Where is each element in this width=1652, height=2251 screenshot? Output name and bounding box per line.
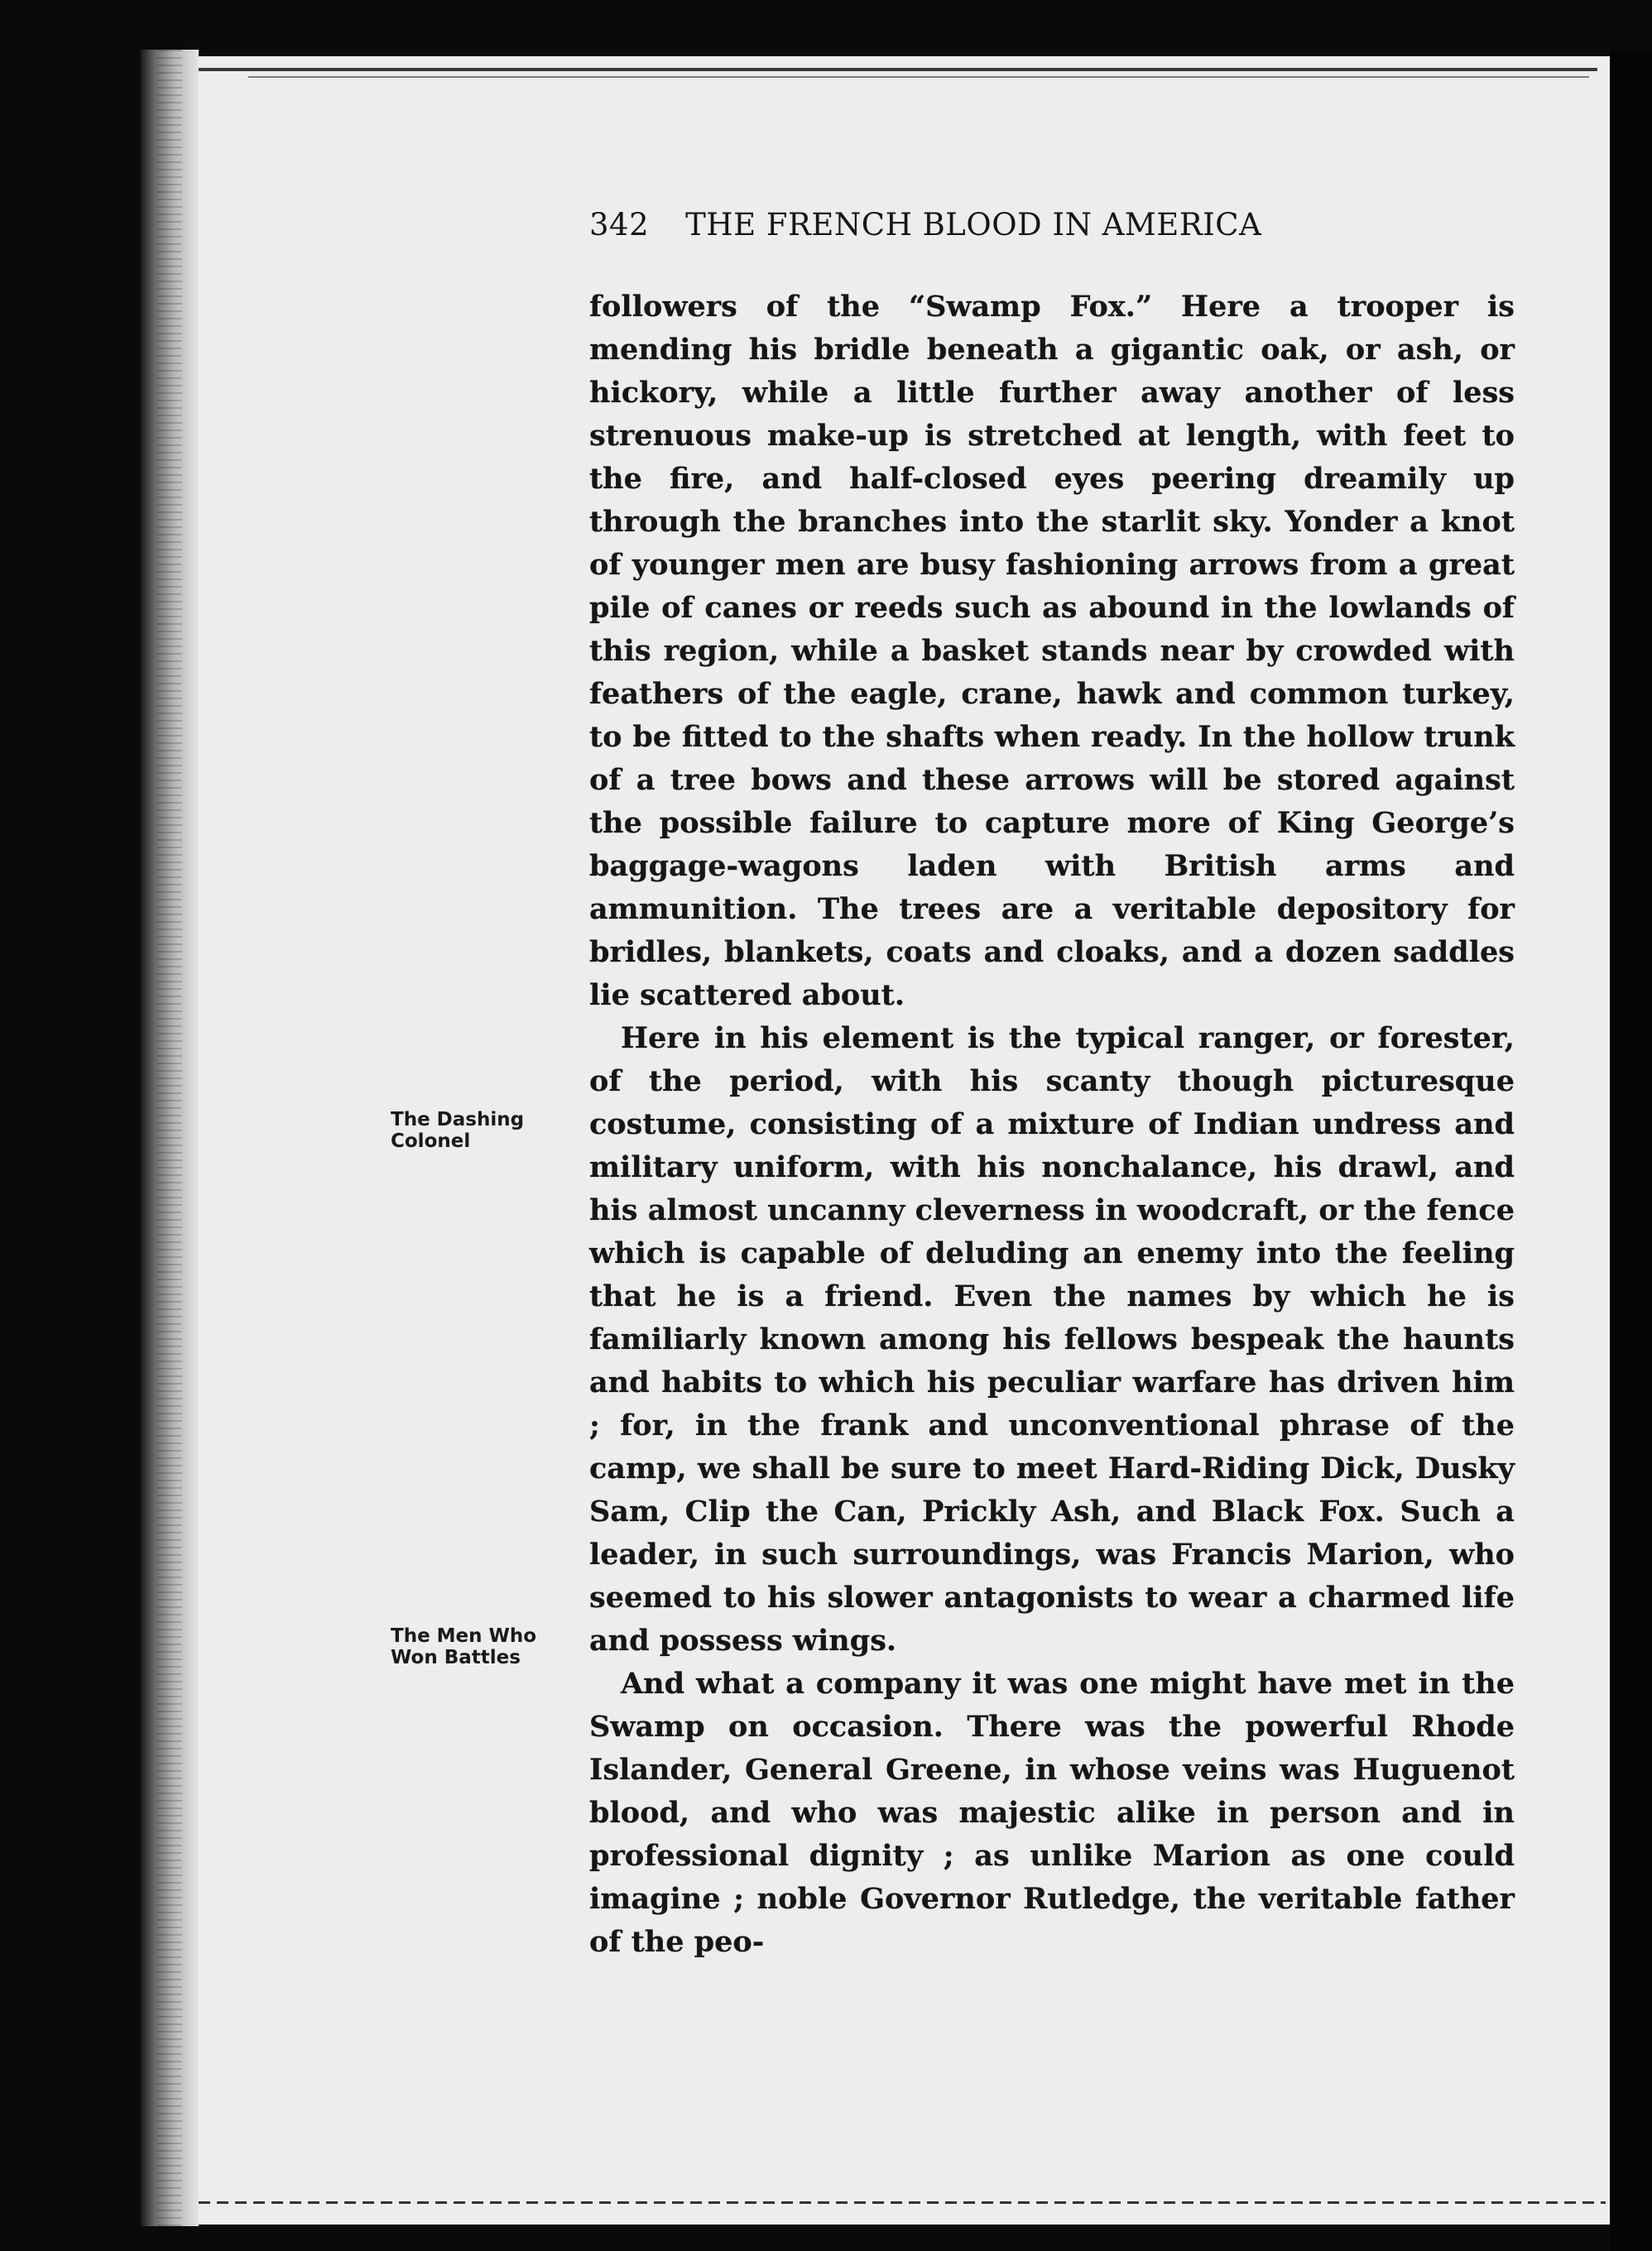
body-text — [589, 286, 1515, 1964]
bottom-edge-rule — [199, 2201, 1606, 2204]
page-number: 342 — [589, 207, 650, 242]
top-edge-rule — [199, 68, 1597, 71]
running-title: THE FRENCH BLOOD IN AMERICA — [685, 207, 1262, 242]
marginal-note-line: The Dashing — [391, 1109, 525, 1130]
marginal-note-men-who-won-battles — [391, 1625, 536, 1668]
running-header — [589, 207, 1417, 242]
paragraph-ranger: Here in his element is the typical ranger, or forester, of the period, with his scanty though picturesque costume, consisting of a mixture of Indian undress and military uniform, with his nonchalance, his drawl, and his almost uncanny cleverness in woodcraft, or the fence which is capable of deluding an enemy into the feeling that he is a friend. Even the names by which he is familiarly known among his fellows bespeak the haunts and habits to which his peculiar warfare has driven him ; for, in the frank and unconventional phrase of the camp, we shall be sure to meet Hard-Riding Dick, Dusky Sam, Clip the Can, Prickly Ash, and Black Fox. Such a leader, in such surroundings, was Francis Marion, who seemed to his slower antagonists to wear a charmed life and possess wings. — [589, 1021, 1515, 1658]
marginal-note-line: Colonel — [391, 1130, 471, 1152]
paragraph-continued: followers of the “Swamp Fox.” Here a trooper is mending his bridle beneath a gigantic oak, or ash, or hickory, while a little further away another of less strenuous make-up is stretched at length, with feet to the fire, and half-closed eyes peering dreamily up through the branches into the starlit sky. Yonder a knot of younger men are busy fashioning arrows from a great pile of canes or reeds such as abound in the lowlands of this region, while a basket stands near by crowded with feathers of the eagle, crane, hawk and common turkey, to be fitted to the shafts when ready. In the hollow trunk of a tree bows and these arrows will be stored against the possible failure to capture more of King George’s baggage-wagons laden with British arms and ammunition. The trees are a veritable depository for bridles, blankets, coats and cloaks, and a dozen saddles lie scattered about. — [589, 290, 1515, 1012]
marginal-note-dashing-colonel — [391, 1109, 524, 1152]
right-scan-edge — [1610, 50, 1652, 2251]
paragraph-company: And what a company it was one might have met in the Swamp on occasion. There was the powerful Rhode Islander, General Greene, in whose veins was Huguenot blood, and who was majestic alike in person and in professional dignity ; as unlike Marion as one could imagine ; noble Governor Rutledge, the veritable father of the peo- — [589, 1667, 1515, 1959]
top-edge-rule-secondary — [248, 76, 1589, 78]
binding-texture — [157, 50, 182, 2226]
marginal-note-line: The Men Who — [391, 1625, 537, 1647]
marginal-note-line: Won Battles — [391, 1647, 521, 1668]
